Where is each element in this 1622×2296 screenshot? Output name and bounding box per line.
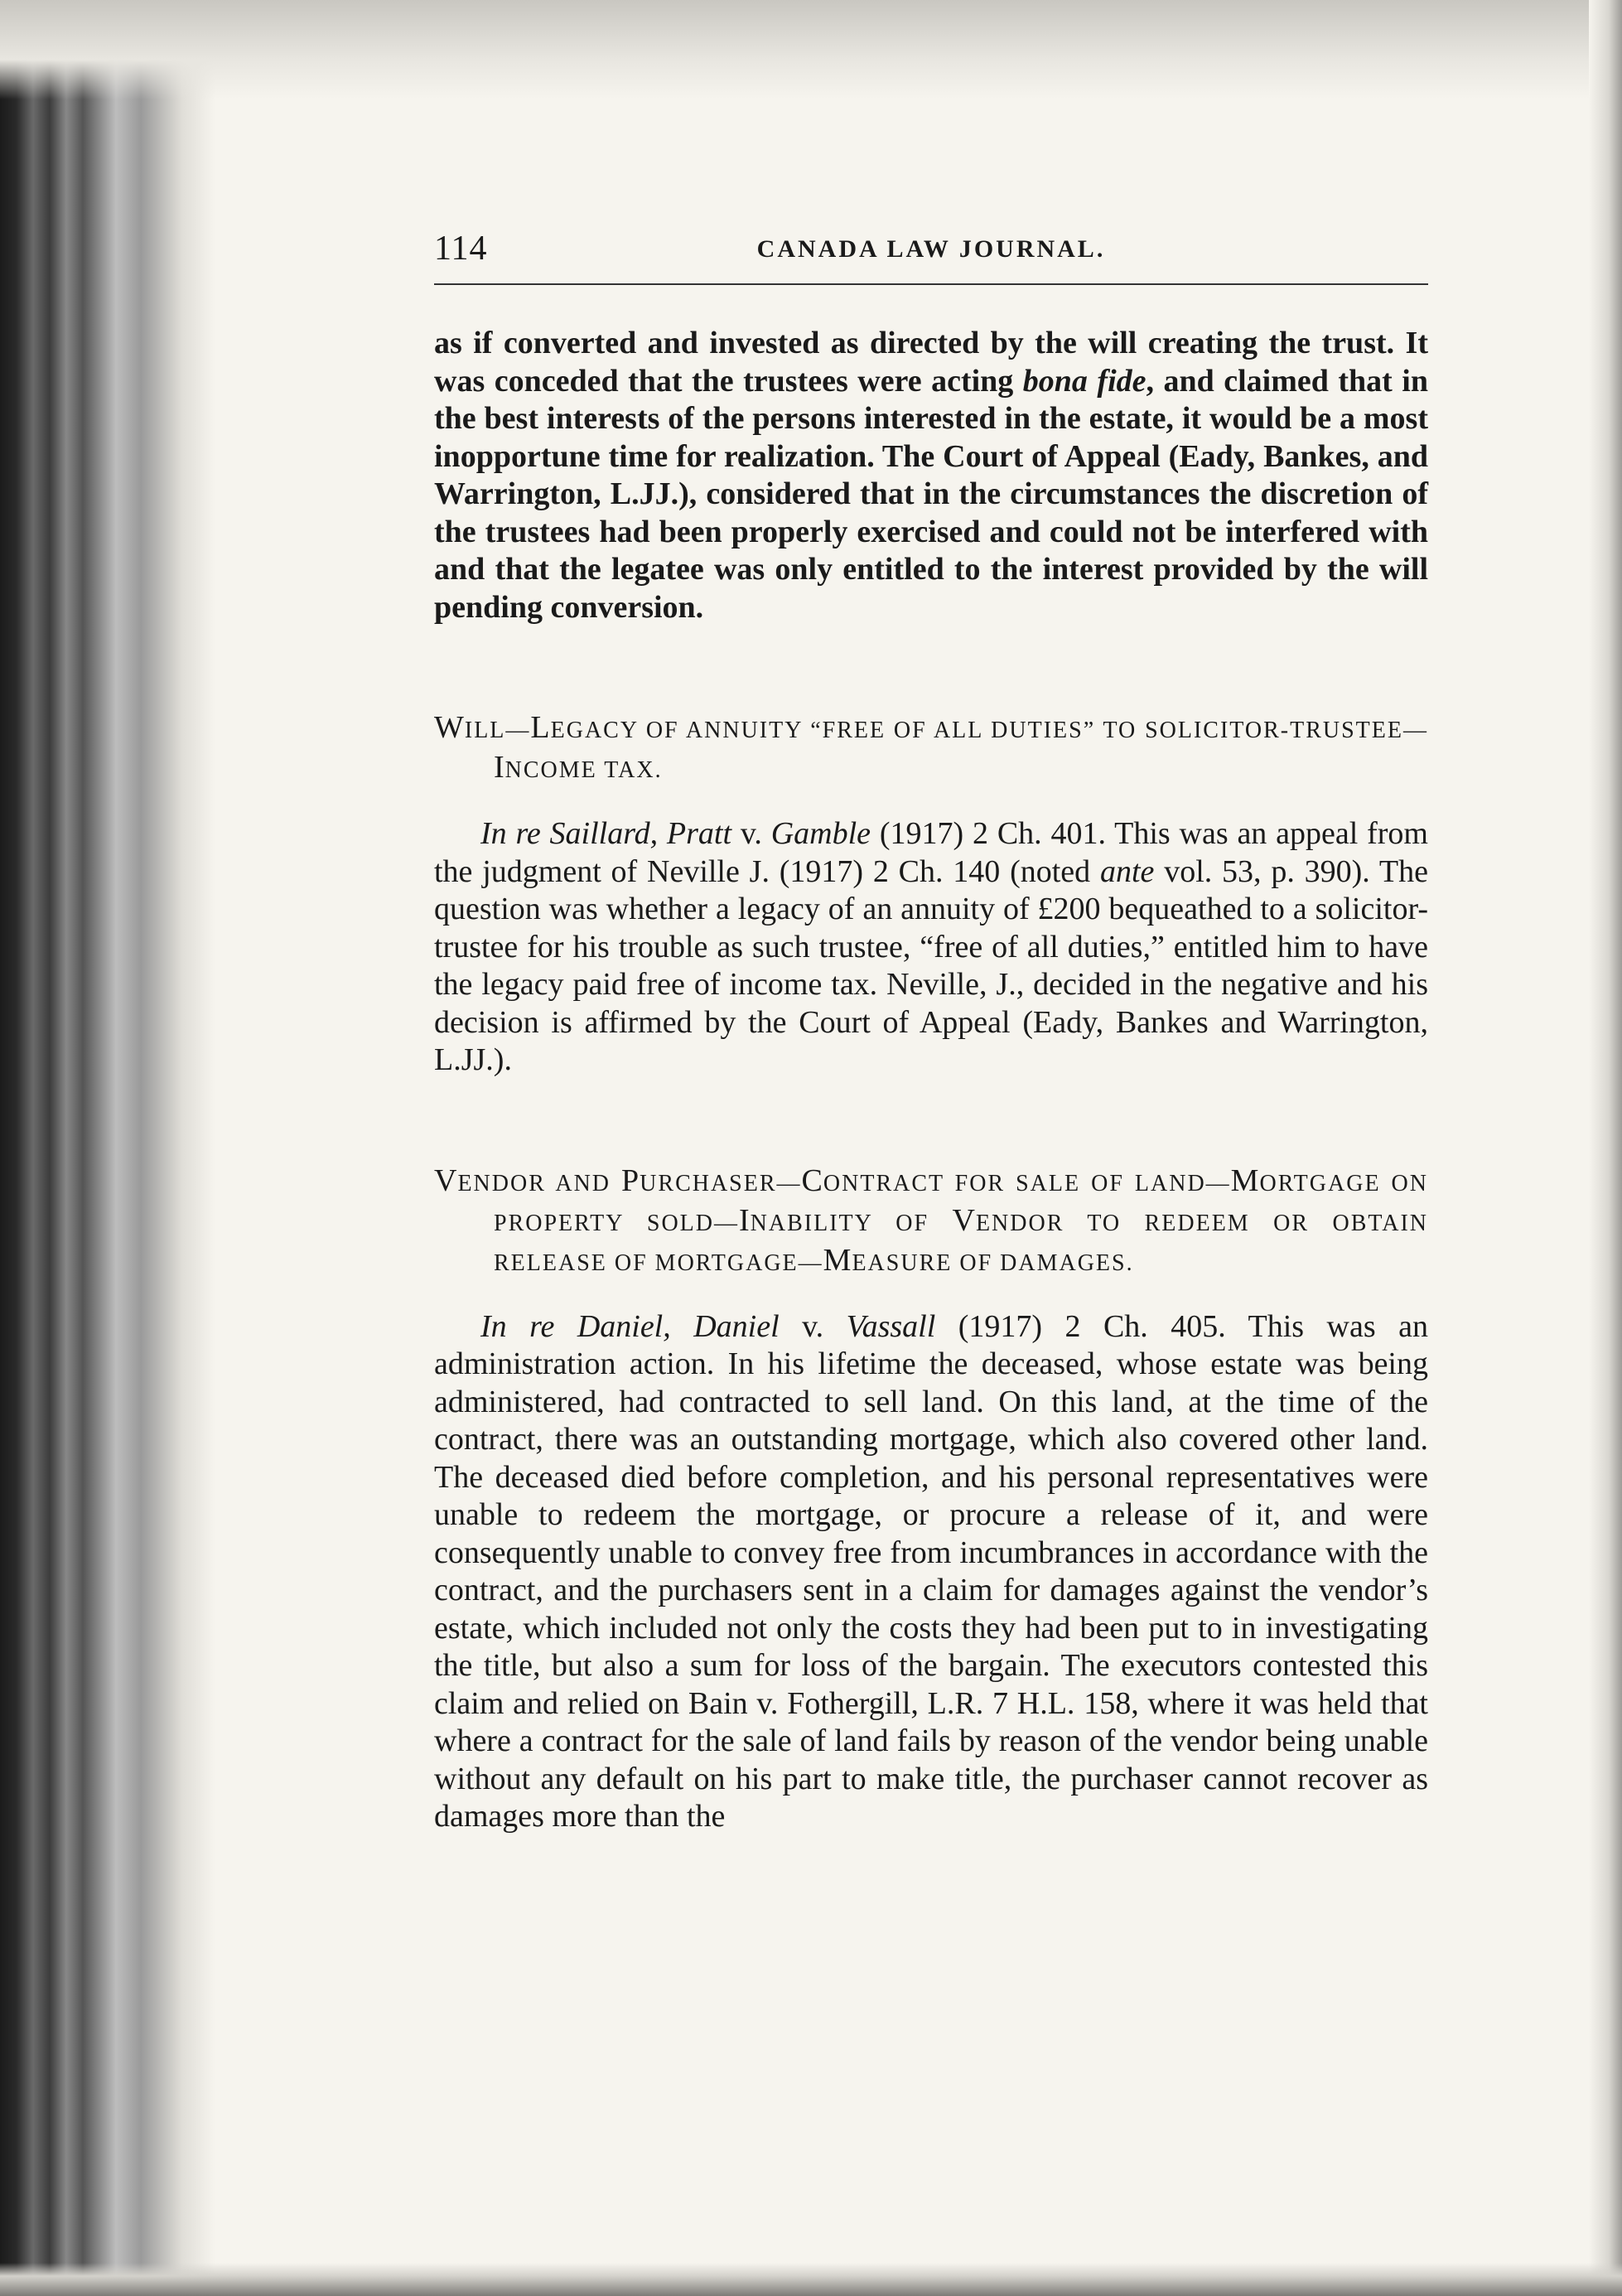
text-column [434,325,1428,1836]
page-right-edge [1589,0,1622,2296]
section-headnote-will: WILL—LEGACY OF ANNUITY “FREE OF ALL DUTIES” TO SOLICITOR-TRUSTEE—INCOME TAX. [434,710,1428,785]
page-number: 114 [434,230,488,268]
page-header [434,229,1428,278]
case-paragraph-daniel: In re Daniel, Daniel v. Vassall (1917) 2 Ch. 405. This was an administration action. In his lifetime the deceased, whose estate was being administered, had contracted to sell land. On this land, at the time of the contract, there was an outstanding mortgage, which also covered other land. The deceased died before completion, and his personal representatives were unable to redeem the mortgage, or procure a release of it, and were consequently unable to convey free from incumbrances in accordance with the contract, and the purchasers sent in a claim for damages against the vendor’s estate, which included not only the costs they had been put to in investigating the title, but also a sum for loss of the bargain. The executors contested this claim and relied on Bain v. Fothergill, L.R. 7 H.L. 158, where it was held that where a contract for the sale of land fails by reason of the vendor being unable without any default on his part to make title, the purchaser cannot recover as damages more than the [434,1308,1428,1834]
page-top-edge [0,0,1622,99]
case-paragraph-saillard: In re Saillard, Pratt v. Gamble (1917) 2 Ch. 401. This was an appeal from the judgment of Neville J. (1917) 2 Ch. 140 (noted ante vol. 53, p. 390). The question was whether a legacy of an annuity of £200 bequeathed to a solicitor-trustee for his trouble as such trustee, “free of all duties,” entitled him to have the legacy paid free of income tax. Neville, J., decided in the negative and his decision is affirmed by the Court of Appeal (Eady, Bankes and Warrington, L.JJ.). [434,816,1428,1077]
header-rule [434,283,1428,285]
running-title: CANADA LAW JOURNAL. [756,235,1106,263]
continuation-paragraph: as if converted and invested as directed by the will creating the trust. It was conceded that the trustees were acting bona fide, and claimed that in the best interests of the persons interested in the estate, it would be a most inopportune time for realization. The Court of Appeal (Eady, Bankes, and Warrington, L.JJ.), considered that in the circumstances the discretion of the trustees had been properly exercised and could not be interfered with and that the legatee was only entitled to the interest provided by the will pending conversion. [434,326,1428,625]
page-bottom-edge [0,2263,1622,2296]
section-headnote-vendor: VENDOR AND PURCHASER—CONTRACT FOR SALE OF LAND—MORTGAGE ON PROPERTY SOLD—INABILITY OF VENDOR TO REDEEM OR OBTAIN RELEASE OF MORTGAGE—MEASURE OF DAMAGES. [434,1163,1429,1278]
book-binding-edge [0,0,215,2296]
